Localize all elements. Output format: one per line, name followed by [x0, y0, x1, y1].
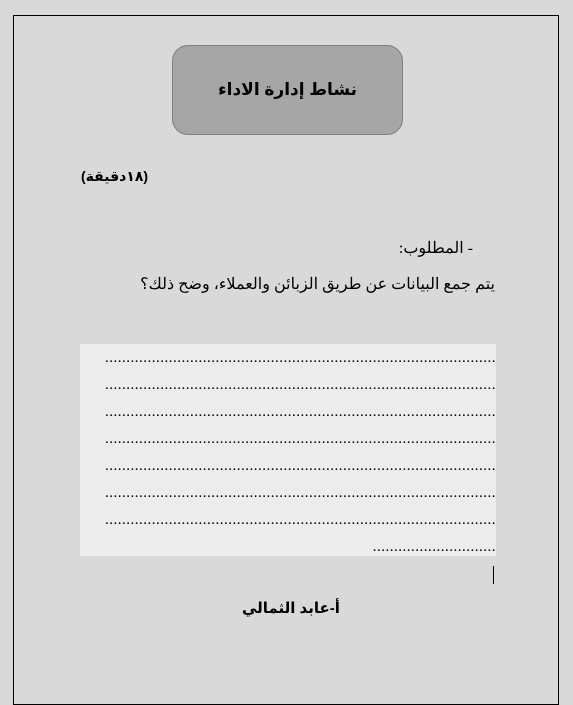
answer-line: ............................................................................................ [105, 431, 496, 447]
answer-line: ............................................................................................ [105, 377, 496, 393]
worksheet-page [13, 15, 559, 705]
answer-line: ............................................................................................ [105, 512, 496, 528]
activity-title: نشاط إدارة الاداء [217, 80, 358, 99]
text-cursor [493, 566, 494, 584]
question-text: يتم جمع البيانات عن طريق الزبائن والعملاء، وضح ذلك؟ [140, 276, 495, 293]
duration-label: (١٨دقيقة) [81, 168, 149, 184]
title-box [172, 45, 403, 135]
answer-line: ............................................................................................ [105, 350, 496, 366]
answer-area[interactable] [80, 344, 496, 556]
author-name: أ-عابد الثمالي [242, 600, 340, 617]
required-label: - المطلوب: [398, 240, 473, 257]
answer-line: ............................................................................................ [105, 458, 496, 474]
answer-line: ............................. [372, 539, 496, 555]
answer-line: ............................................................................................ [105, 485, 496, 501]
answer-line: ............................................................................................ [105, 404, 496, 420]
